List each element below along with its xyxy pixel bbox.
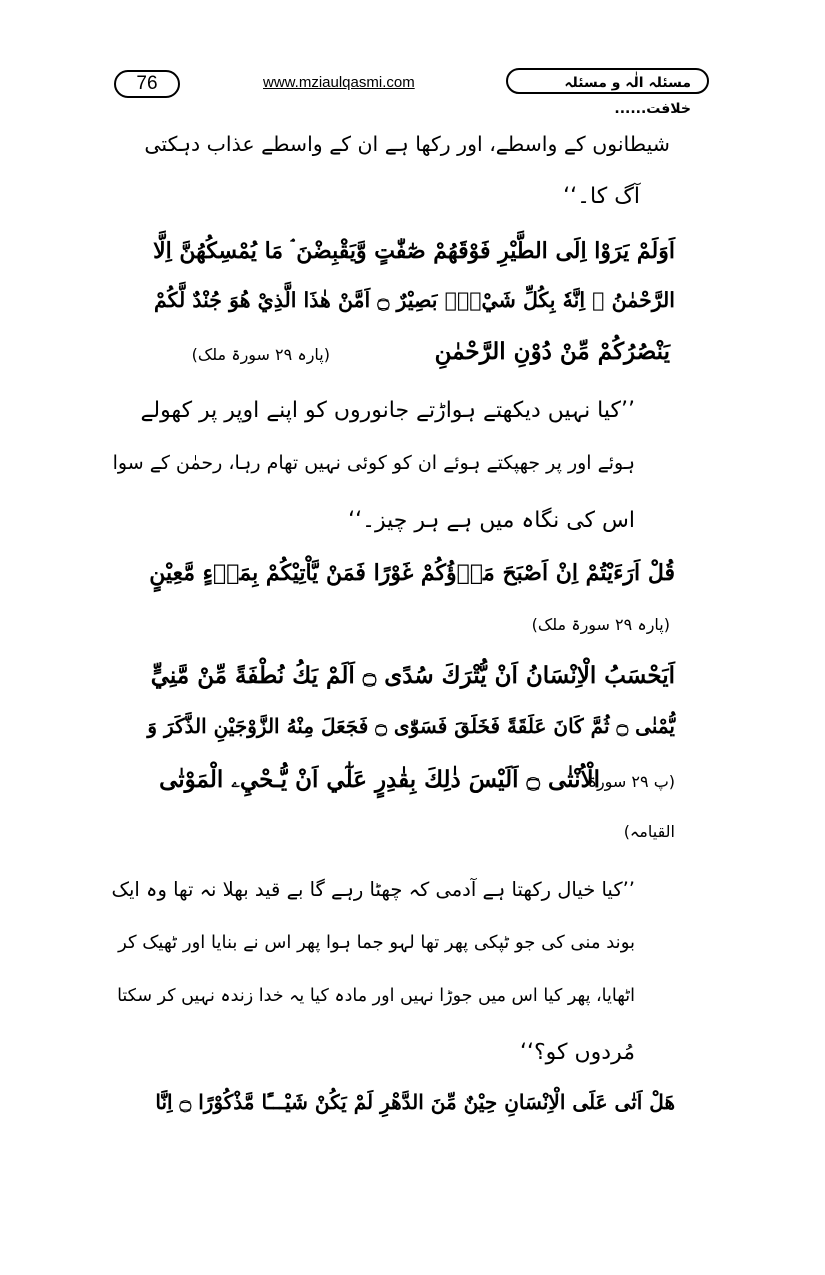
quran-line: اَيَحْسَبُ الْاِنْسَانُ اَنْ يُّتْرَكَ سُدًى ۝ اَلَمْ يَكُ نُطْفَةً مِّنْ مَّنِيٍّ <box>150 662 675 689</box>
text-line: اس کی نگاہ میں ہے ہر چیز۔‘‘ <box>348 508 635 533</box>
reference: (پ ۲۹ سورۃ <box>587 772 675 791</box>
text-line: اٹھایا، پھر کیا اس میں جوڑا نہیں اور مادہ کیا یہ خدا زندہ نہیں کر سکتا <box>117 986 635 1006</box>
quran-line: الْاُنْثٰى ۝ اَلَيْسَ ذٰلِكَ بِقٰدِرٍ عَلٰٓي اَنْ يُّـحْيِۦ الْمَوْتٰى <box>159 766 600 793</box>
text-line: ہوئے اور پر جھپکتے ہوئے ان کو کوئی نہیں تھام رہا، رحمٰن کے سوا <box>112 452 635 474</box>
quran-line: اَوَلَمْ يَرَوْا اِلَى الطَّيْرِ فَوْقَهُمْ صٰٓفّٰتٍ وَّيَقْبِضْنَ ۘ مَا يُمْسِكُهُنَّ اِلَّا <box>153 238 675 264</box>
text-line: مُردوں کو؟‘‘ <box>520 1040 635 1065</box>
text-line: آگ کا۔‘‘ <box>563 184 640 209</box>
quran-line: يُّمْنٰى ۝ ثُمَّ كَانَ عَلَقَةً فَخَلَقَ فَسَوّٰى ۝ فَجَعَلَ مِنْهُ الزَّوْجَيْنِ الذَّكَرَ وَ <box>147 714 675 738</box>
reference: (پارہ ۲۹ سورۃ ملک) <box>531 615 670 634</box>
page-number: 76 <box>114 70 180 98</box>
text-line: ’’کیا نہیں دیکھتے ہواڑتے جانوروں کو اپنے اوپر پر کھولے <box>140 398 635 423</box>
text-line: ’’کیا خیال رکھتا ہے آدمی کہ چھٹا رہے گا بے قید بھلا نہ تھا وہ ایک <box>111 878 635 901</box>
quran-line: هَلْ اَتٰى عَلَى الْاِنْسَانِ حِيْنٌ مِّنَ الدَّهْرِ لَمْ يَكُنْ شَيْـــًٔا مَّذْكُوْرًا ۝ اِنَّا <box>155 1090 675 1114</box>
reference: (پارہ ۲۹ سورۃ ملک) <box>191 345 330 364</box>
quran-line: الرَّحْمٰنُ ۭ اِنَّهٗ بِكُلِّ شَيْءٍۢ بَصِيْرٌ ۝ اَمَّنْ هٰذَا الَّذِيْ هُوَ جُنْدٌ لَّكُمْ <box>154 288 675 312</box>
book-title: مسئلہ الٰہ و مسئلہ خلافت...... <box>506 68 709 94</box>
quran-line: يَنْصُرُكُمْ مِّنْ دُوْنِ الرَّحْمٰنِ <box>434 338 670 365</box>
website-link[interactable]: www.mziaulqasmi.com <box>263 74 415 91</box>
text-line: بوند منی کی جو ٹپکی پھر تھا لہو جما ہوا پھر اس نے بنایا اور ٹھیک کر <box>118 932 635 953</box>
text-line: شیطانوں کے واسطے، اور رکھا ہے ان کے واسطے عذاب دہکتی <box>144 132 670 156</box>
reference: القیامہ) <box>623 822 675 841</box>
quran-line: قُلْ اَرَءَيْتُمْ اِنْ اَصْبَحَ مَاۗؤُكُمْ غَوْرًا فَمَنْ يَّاْتِيْكُمْ بِمَاۗءٍ مَّعِيْنٍ <box>149 560 675 586</box>
